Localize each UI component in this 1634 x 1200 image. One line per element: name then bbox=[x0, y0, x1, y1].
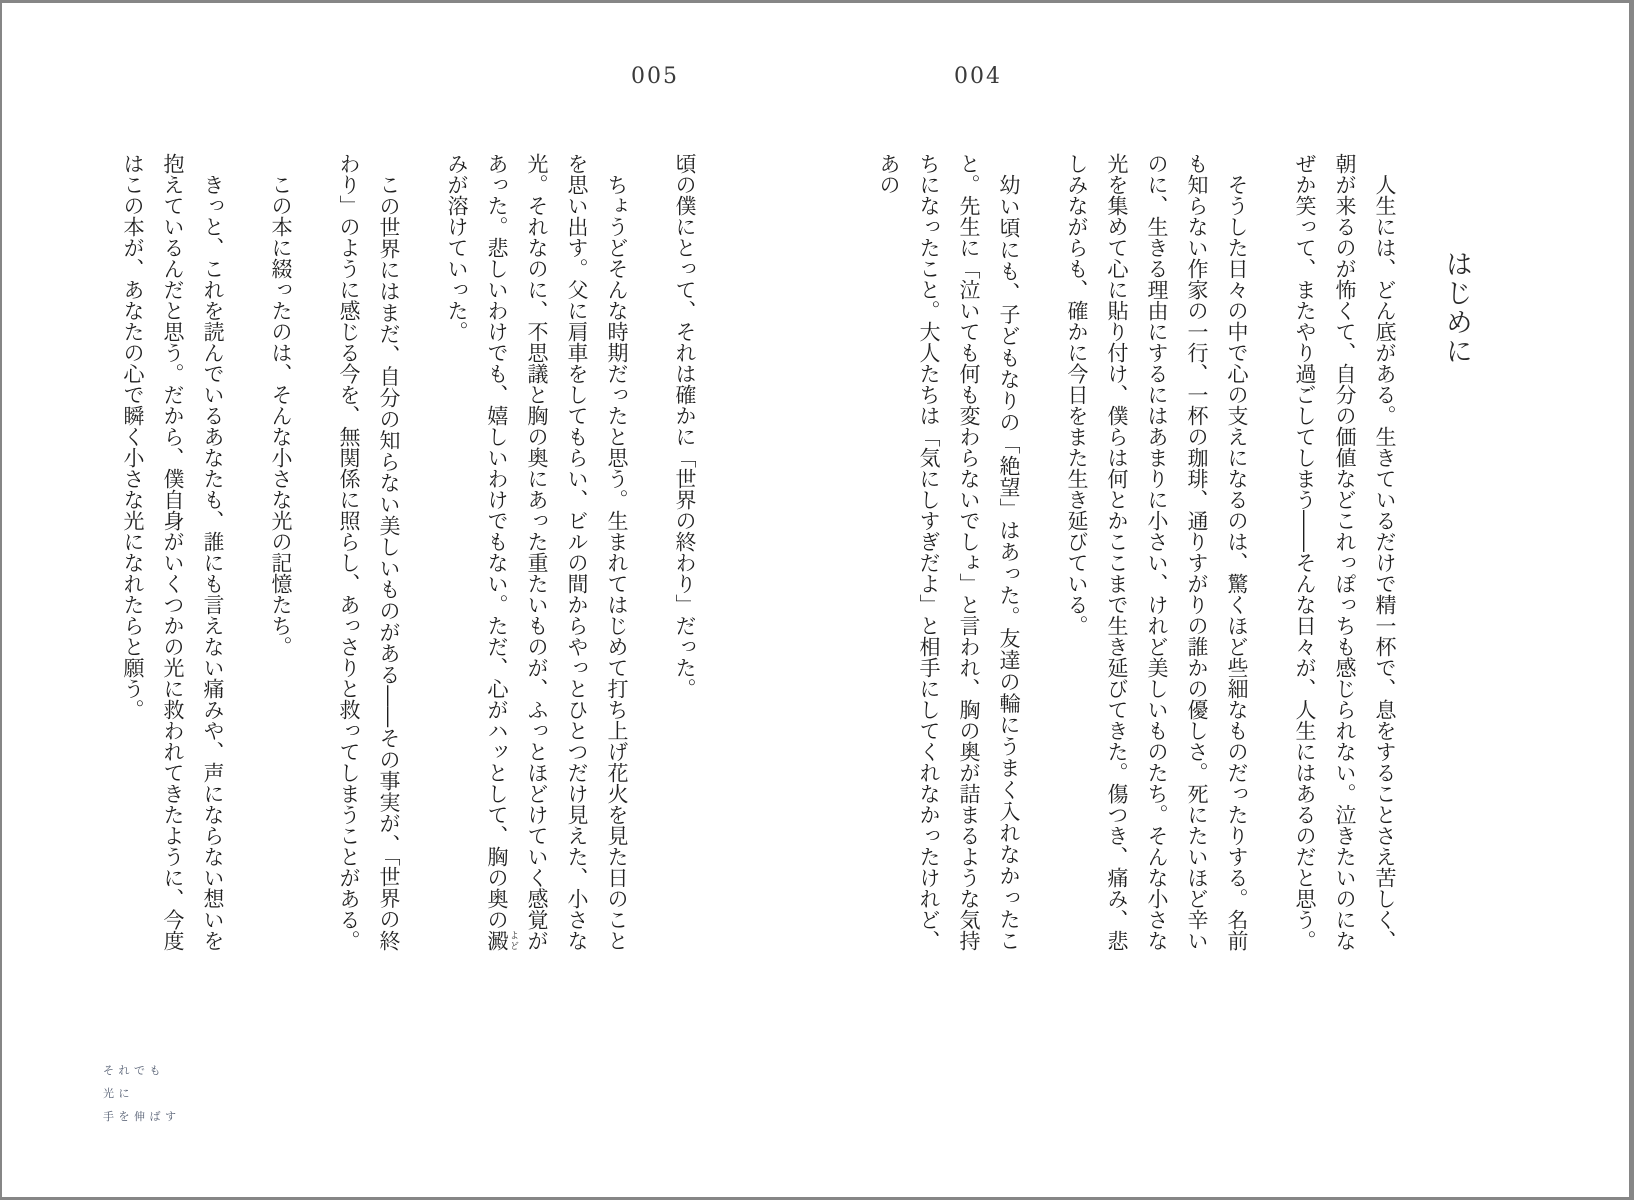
page-number-right: 004 bbox=[954, 64, 1002, 89]
paragraph: そうした日々の中で心の支えになるのは、驚くほど些細なものだったりする。名前も知らない作家の一行、一杯の珈琲、通りすがりの誰かの優しさ。死にたいほど辛いのに、生きる理由にするにはあまりに小さい、けれど美しいものたち。そんな小さな光を集めて心に貼り付け、僕らは何とかここまで生き延びてきた。傷つき、痛み、悲しみながらも、確かに今日をまた生き延びている。 bbox=[1065, 153, 1249, 951]
left-page-text bbox=[113, 153, 705, 951]
paragraph: きっと、これを読んでいるあなたも、誰にも言えない痛みや、声にならない想いを抱えているんだと思う。だから、僕自身がいくつかの光に救われてきたように、今度はこの本が、あなたの心で瞬く小さな光になれたらと願う。 bbox=[121, 153, 225, 951]
chapter-title: はじめに bbox=[1440, 250, 1472, 366]
paragraph: 幼い頃にも、子どもなりの「絶望」はあった。友達の輪にうまく入れなかったこと。先生に「泣いても何も変わらないでしょ」と言われ、胸の奥が詰まるような気持ちになったこと。大人たちは「気にしすぎだよ」と相手にしてくれなかったけれど、あの bbox=[877, 153, 1021, 951]
right-page-text bbox=[869, 153, 1405, 951]
page-number-left: 005 bbox=[631, 64, 679, 89]
paragraph: ちょうどそんな時期だったと思う。生まれてはじめて打ち上げ花火を見た日のことを思い出す。父に肩車をしてもらい、ビルの間からやっとひとつだけ見えた、小さな光。それなのに、不思議と胸の奥にあった重たいものが、ふっとほどけていく感覚があった。悲しいわけでも、嬉しいわけでもない。ただ、心がハッとして、胸の奥の澱 よどみが溶けていった。 bbox=[445, 153, 629, 951]
paragraph: 人生には、どん底がある。生きているだけで精一杯で、息をすることさえ苦しく、朝が来るのが怖くて、自分の価値などこれっぽっちも感じられない。泣きたいのになぜか笑って、またやり過ごしてしまう――そんな日々が、人生にはあるのだと思う。 bbox=[1293, 153, 1397, 951]
paragraph: 頃の僕にとって、それは確かに「世界の終わり」だった。 bbox=[673, 153, 697, 699]
paragraph: この本に綴ったのは、そんな小さな光の記憶たち。 bbox=[269, 174, 293, 657]
running-title-line: 光に bbox=[103, 1087, 134, 1100]
running-title-line: それでも bbox=[103, 1064, 165, 1077]
running-title bbox=[103, 1059, 181, 1128]
running-title-line: 手を伸ばす bbox=[103, 1110, 181, 1123]
paragraph: この世界にはまだ、自分の知らない美しいものがある――その事実が、「世界の終わり」のように感じる今を、無関係に照らし、あっさりと救ってしまうことがある。 bbox=[337, 153, 401, 951]
